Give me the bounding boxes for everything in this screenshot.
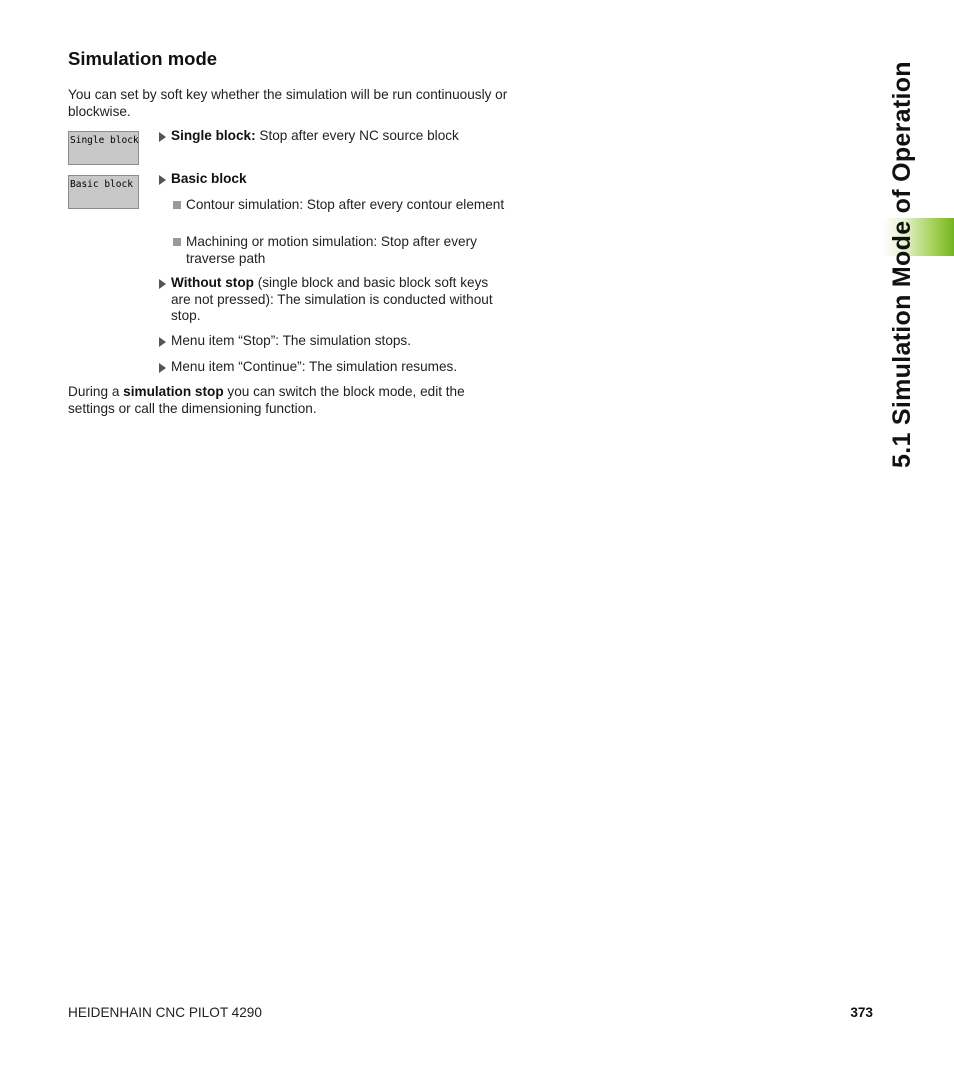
square-bullet-icon [173, 201, 181, 209]
page-number: 373 [850, 1005, 873, 1020]
closing-paragraph: During a simulation stop you can switch the block mode, edit the settings or call the dimensioning function. [68, 384, 465, 416]
menu-stop-item [159, 333, 511, 350]
single-block-item [159, 128, 511, 145]
without-stop-desc: (single block and basic block soft keys are not pressed): The simulation is conducted without stop. [171, 275, 493, 324]
simulation-stop-term: simulation stop [123, 384, 224, 399]
arrow-right-icon [159, 363, 166, 373]
without-stop-item [159, 275, 511, 325]
arrow-right-icon [159, 279, 166, 289]
without-stop-label: Without stop [171, 275, 254, 290]
arrow-right-icon [159, 132, 166, 142]
square-bullet-icon [173, 238, 181, 246]
arrow-right-icon [159, 175, 166, 185]
menu-continue-item [159, 359, 511, 376]
sub-item-text: Machining or motion simulation: Stop after every traverse path [186, 234, 477, 266]
menu-continue-text: Menu item “Continue”: The simulation resumes. [171, 359, 458, 374]
vertical-chapter-title: 5.1 Simulation Mode of Operation [888, 61, 916, 468]
single-block-softkey[interactable]: Single block [68, 131, 139, 165]
single-block-desc: Stop after every NC source block [255, 128, 459, 143]
sub-item-machining [173, 234, 511, 267]
menu-stop-text: Menu item “Stop”: The simulation stops. [171, 333, 412, 348]
footer-product: HEIDENHAIN CNC PILOT 4290 [68, 1005, 262, 1020]
intro-paragraph: You can set by soft key whether the simulation will be run continuously or blockwise. [68, 87, 508, 119]
sub-item-text: Contour simulation: Stop after every contour element [186, 197, 505, 212]
single-block-label: Single block: [171, 128, 256, 143]
arrow-right-icon [159, 337, 166, 347]
basic-block-label: Basic block [171, 171, 247, 186]
section-heading: Simulation mode [68, 48, 218, 69]
basic-block-softkey[interactable]: Basic block [68, 175, 139, 209]
basic-block-item [159, 171, 511, 188]
sub-item-contour [173, 197, 511, 214]
